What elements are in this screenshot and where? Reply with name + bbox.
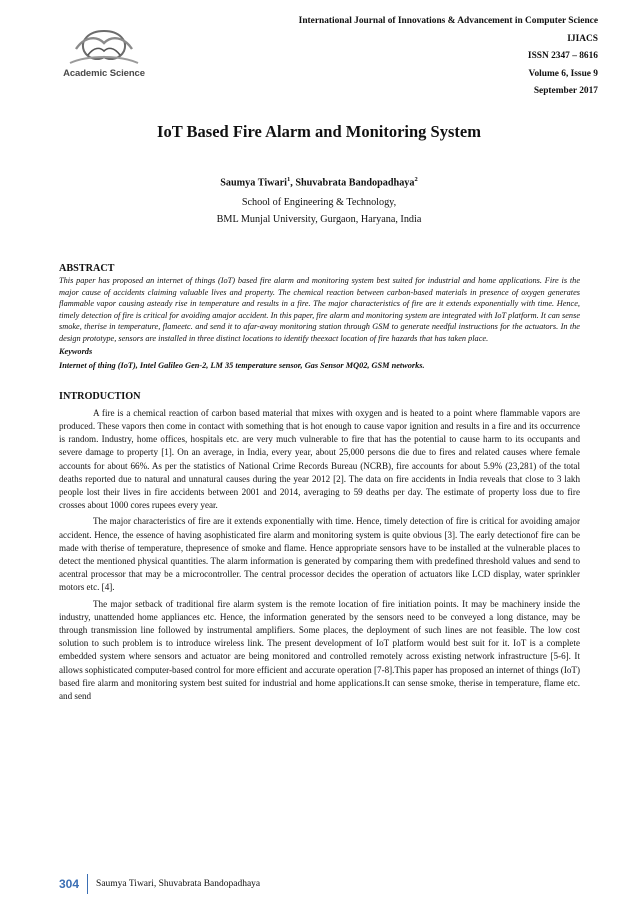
journal-volume: Volume 6, Issue 9 bbox=[528, 68, 598, 79]
journal-abbrev: IJIACS bbox=[567, 33, 598, 44]
paper-title: IoT Based Fire Alarm and Monitoring System bbox=[157, 122, 481, 141]
journal-info bbox=[178, 13, 598, 101]
introduction-heading: INTRODUCTION bbox=[59, 390, 141, 402]
academic-science-logo bbox=[58, 27, 150, 89]
intro-paragraph-3: The major setback of traditional fire alarm system is the remote location of fire initiation points. It may be machinery inside the industry, unattended home appliances etc. Hence, the information generated by the sensors need to be conveyed a long distance, may be through transmission line followed by instrumental amplifiers. Some places, the deployment of such lines are not feasible. The low cost solution to such problem is to introduce wireless link. The present development of IoT platform would best suit for it. IoT is a complete embedded system where sensors and actuator are being monitored and controlled remotely across existing network infrastructure [5-6]. It allows sophisticated computer-based control for more efficient and accurate operation [7-8].This paper has proposed an internet of things (IoT) based fire alarm and monitoring system best suited for industrial and home applications.It can sense smoke, therise in temperature, flame etc. and send bbox=[59, 598, 580, 702]
abstract-heading: ABSTRACT bbox=[59, 263, 115, 274]
page-footer bbox=[59, 874, 260, 894]
affiliation-university: BML Munjal University, Gurgaon, Haryana, India bbox=[216, 214, 422, 225]
author-1-sup: 1 bbox=[286, 176, 291, 183]
paper-body bbox=[59, 262, 580, 703]
page-number: 304 bbox=[59, 874, 88, 894]
journal-issn: ISSN 2347 – 8616 bbox=[527, 51, 598, 61]
author-2: , Shuvabrata Bandopadhaya bbox=[290, 177, 415, 189]
keywords-text: Internet of thing (IoT), Intel Galileo Gen-2, LM 35 temperature sensor, Gas Sensor MQ02, GSM networks. bbox=[59, 361, 425, 371]
journal-date: September 2017 bbox=[533, 86, 598, 96]
footer-authors: Saumya Tiwari, Shuvabrata Bandopadhaya bbox=[96, 879, 261, 889]
author-1: Saumya Tiwari bbox=[220, 177, 287, 189]
journal-name: International Journal of Innovations & Advancement in Computer Science bbox=[298, 16, 598, 26]
keywords-heading: Keywords bbox=[59, 347, 93, 357]
intro-paragraph-1: A fire is a chemical reaction of carbon based material that mixes with oxygen and is heated to a point where flammable vapors are produced. These vapors then come in contact with something that is hot enough to cause vapor ignition and results in a fire and its occurrence is random. Industry, home offices, hospitals etc. are very much vulnerable to fire that has the potential to cause harm to its occupants and severe damage to property [1]. On an average, in India, every year, about 25,000 persons die due to fires and related causes where female accounts for about 66%. As per the statistics of National Crime Records Bureau (NCRB), fire accounts for about 5.9% (23,281) of the total deaths reported due to natural and unnatural causes during the year 2012 [2]. The data on fire accidents in India reveals that close to 3 lakh people lost their lives in fire accidents between 2001 and 2014, averaging to 59 deaths per day. The estimate of property loss due to fire crosses about 1000 cores rupees every year. bbox=[59, 407, 580, 511]
author-2-sup: 2 bbox=[414, 176, 418, 183]
intro-paragraph-2: The major characteristics of fire are it extends exponentially with time. Hence, timely detection of fire is critical for avoiding amajor accident. Hence, the essence of having asophisticated fire alarm and monitoring system is quite obvious [3]. The early detectionof fire can be made with therise of temperature, thepresence of smoke and flame. Hence appropriate sensors have to be installed at the vulnerable places to detect the mentioned physical quantities. The alarm information is generated by comparing them with predefined threshold values and send to acentral processor that may be a microcontroller. The central processor decides the operation of actuators like LCD display, water sprinkler motors etc. [4]. bbox=[59, 516, 580, 593]
logo-text: Academic Science bbox=[63, 68, 145, 79]
paper-authors bbox=[0, 176, 638, 188]
affiliation-school: School of Engineering & Technology, bbox=[241, 197, 397, 208]
abstract-text: This paper has proposed an internet of things (IoT) based fire alarm and monitoring system best suited for industrial and home applications. Fire is the major cause of accidents claiming valuable lives and property. The chemical reaction between carbon-based materials in presence of oxygen generates flammable vapor causing asteady rise in temperature and results in a fire. The major characteristics of fire are it extends exponentially with time. Hence, timely detection of fire is critical for avoiding amajor accident. In this paper, fire alarm and monitoring system are integrated with IoT platform. It can sense smoke, therise in temperature, flameetc. and send it to afar-away monitoring station through GSM to generate needful instructions for the actuators. In the design prototype, sensors are installed in three distinct locations to identify theexact location of fire hazards that has taken place. bbox=[59, 276, 580, 343]
logo-emblem-icon bbox=[58, 27, 150, 69]
